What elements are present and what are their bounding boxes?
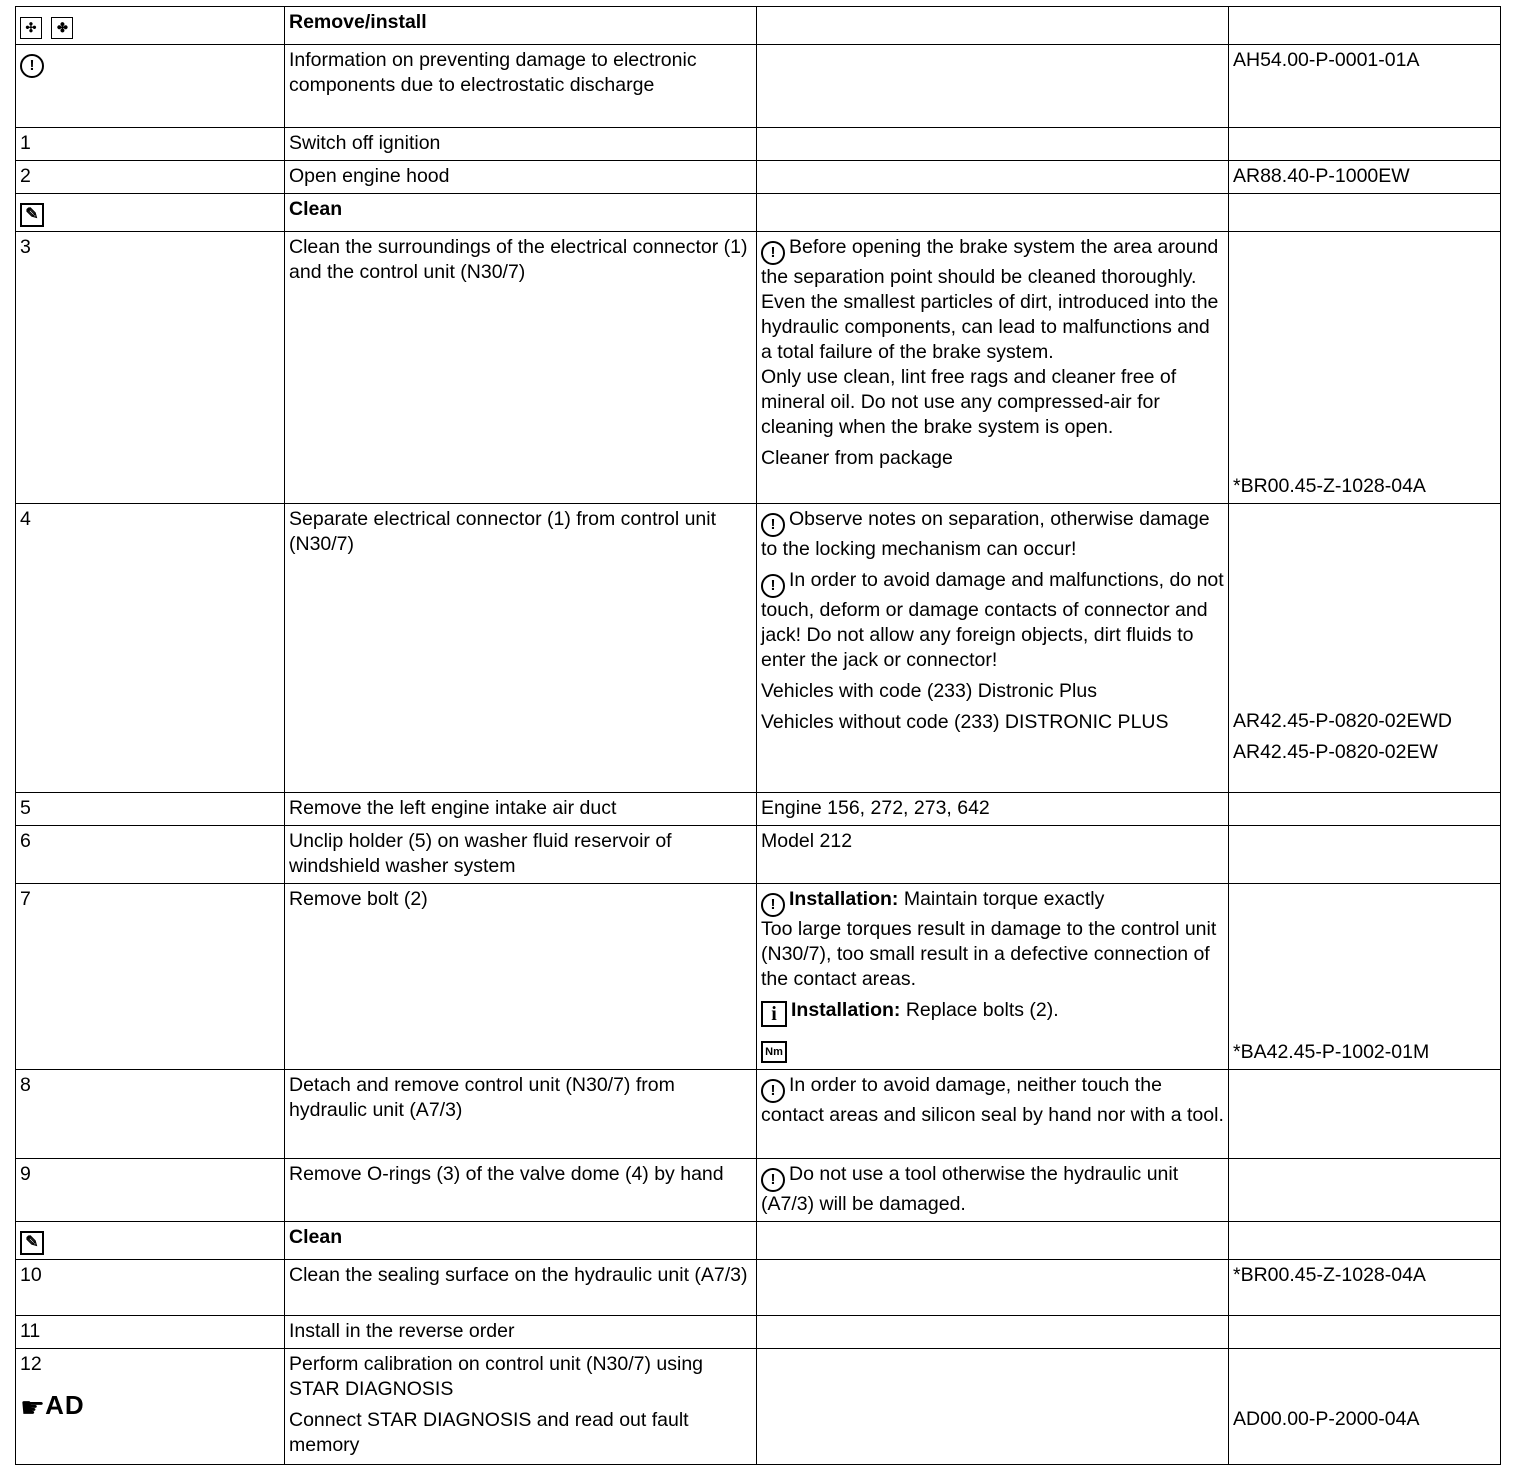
step-number: 1 — [16, 128, 285, 161]
step-number: 7 — [16, 884, 285, 1070]
table-row — [16, 128, 1501, 161]
step-action: Remove O-rings (3) of the valve dome (4) by hand — [285, 1159, 757, 1222]
section-title: Clean — [285, 1222, 757, 1260]
step-number: 9 — [16, 1159, 285, 1222]
step-number: 11 — [16, 1316, 285, 1349]
warning-circle-icon: ! — [761, 241, 785, 265]
step-action: Clean the surroundings of the electrical connector (1) and the control unit (N30/7) — [285, 232, 757, 504]
table-row — [16, 1260, 1501, 1316]
material-note: Cleaner from package — [761, 447, 953, 469]
header-icons-cell — [16, 7, 285, 45]
warning-circle-icon: ! — [761, 513, 785, 537]
step-action: Perform calibration on control unit (N30/7) using STAR DIAGNOSIS — [289, 1353, 704, 1400]
step-action: Separate electrical connector (1) from control unit (N30/7) — [285, 504, 757, 793]
reference-link[interactable]: *BA42.45-P-1002-01M — [1233, 1041, 1430, 1063]
step-action: Remove the left engine intake air duct — [285, 793, 757, 826]
reference-link[interactable]: *BR00.45-Z-1028-04A — [1233, 475, 1426, 497]
variant-note: Vehicles with code (233) Distronic Plus — [761, 680, 1097, 702]
step-note: Model 212 — [757, 826, 1229, 884]
cleaning-note: Only use clean, lint free rags and cleaner free of mineral oil. Do not use any compressed-air for cleaning when the brake system is open. — [761, 366, 1177, 438]
step-notes — [757, 1070, 1229, 1159]
procedure-table — [15, 6, 1501, 1465]
collapse-icon: ✤ — [51, 17, 73, 39]
section-row — [16, 1222, 1501, 1260]
installation-label: Installation: — [791, 999, 901, 1021]
step-action: Install in the reverse order — [285, 1316, 757, 1349]
info-note: Replace bolts (2). — [905, 999, 1059, 1021]
section-title: Clean — [285, 194, 757, 232]
header-title: Remove/install — [285, 7, 757, 45]
warning-note: Before opening the brake system the area around the separation point should be cleaned thoroughly. Even the smallest particles of dirt, introduced into the hydraulic components, can lead to malfunctions and a total failure of the brake system. — [761, 236, 1219, 363]
warning-note: Do not use a tool otherwise the hydraulic unit (A7/3) will be damaged. — [761, 1163, 1179, 1215]
warning-circle-icon: ! — [761, 574, 785, 598]
ad-label: AD — [45, 1390, 85, 1420]
clean-icon: ✎ — [20, 203, 44, 227]
step-notes — [757, 232, 1229, 504]
step-action: Information on preventing damage to electronic components due to electrostatic discharge — [285, 45, 757, 128]
step-action-secondary: Connect STAR DIAGNOSIS and read out fault memory — [289, 1409, 689, 1456]
reference-link[interactable]: AR42.45-P-0820-02EW — [1233, 741, 1438, 763]
installation-label: Installation: — [789, 888, 899, 910]
step-note: Engine 156, 272, 273, 642 — [757, 793, 1229, 826]
step-number: 4 — [16, 504, 285, 793]
reference-link[interactable]: AD00.00-P-2000-04A — [1233, 1408, 1420, 1430]
pointing-hand-icon: ☛ — [20, 1392, 46, 1423]
step-number: 10 — [16, 1260, 285, 1316]
warning-note-body: Too large torques result in damage to the control unit (N30/7), too small result in a defective connection of the contact areas. — [761, 918, 1217, 990]
torque-nm-icon: Nm — [761, 1041, 787, 1063]
table-row — [16, 45, 1501, 128]
step-action: Unclip holder (5) on washer fluid reservoir of windshield washer system — [285, 826, 757, 884]
step-action: Switch off ignition — [285, 128, 757, 161]
warning-note: Maintain torque exactly — [903, 888, 1105, 910]
step-number: 2 — [16, 161, 285, 194]
table-row — [16, 232, 1501, 504]
table-row — [16, 1070, 1501, 1159]
table-row — [16, 826, 1501, 884]
header-row — [16, 7, 1501, 45]
step-number: 8 — [16, 1070, 285, 1159]
warning-circle-icon: ! — [761, 1168, 785, 1192]
step-action: Detach and remove control unit (N30/7) from hydraulic unit (A7/3) — [285, 1070, 757, 1159]
warning-note: In order to avoid damage, neither touch the contact areas and silicon seal by hand nor with a tool. — [761, 1074, 1224, 1126]
step-number: 3 — [16, 232, 285, 504]
table-row — [16, 1159, 1501, 1222]
warning-circle-icon: ! — [20, 54, 44, 78]
table-row — [16, 793, 1501, 826]
reference-link[interactable]: *BR00.45-Z-1028-04A — [1229, 1260, 1501, 1316]
warning-note: In order to avoid damage and malfunctions, do not touch, deform or damage contacts of connector and jack! Do not allow any foreign objects, dirt fluids to enter the jack or connector! — [761, 569, 1224, 671]
warning-circle-icon: ! — [761, 893, 785, 917]
reference-link[interactable]: AR88.40-P-1000EW — [1229, 161, 1501, 194]
section-row — [16, 194, 1501, 232]
step-notes — [757, 504, 1229, 793]
step-notes — [757, 884, 1229, 1070]
step-action: Remove bolt (2) — [285, 884, 757, 1070]
step-number: 6 — [16, 826, 285, 884]
reference-link[interactable]: AH54.00-P-0001-01A — [1229, 45, 1501, 128]
table-row — [16, 1349, 1501, 1465]
warning-note: Observe notes on separation, otherwise damage to the locking mechanism can occur! — [761, 508, 1210, 560]
reference-link[interactable]: AR42.45-P-0820-02EWD — [1233, 710, 1452, 732]
warning-circle-icon: ! — [761, 1079, 785, 1103]
step-notes — [757, 1159, 1229, 1222]
expand-icon: ✣ — [20, 17, 42, 39]
table-row — [16, 504, 1501, 793]
step-action: Open engine hood — [285, 161, 757, 194]
step-number: 5 — [16, 793, 285, 826]
table-row — [16, 884, 1501, 1070]
table-row — [16, 161, 1501, 194]
info-icon: i — [761, 1001, 787, 1027]
step-number: 12 — [20, 1353, 42, 1375]
variant-note: Vehicles without code (233) DISTRONIC PLUS — [761, 711, 1169, 733]
step-action: Clean the sealing surface on the hydraulic unit (A7/3) — [285, 1260, 757, 1316]
table-row — [16, 1316, 1501, 1349]
clean-icon: ✎ — [20, 1231, 44, 1255]
